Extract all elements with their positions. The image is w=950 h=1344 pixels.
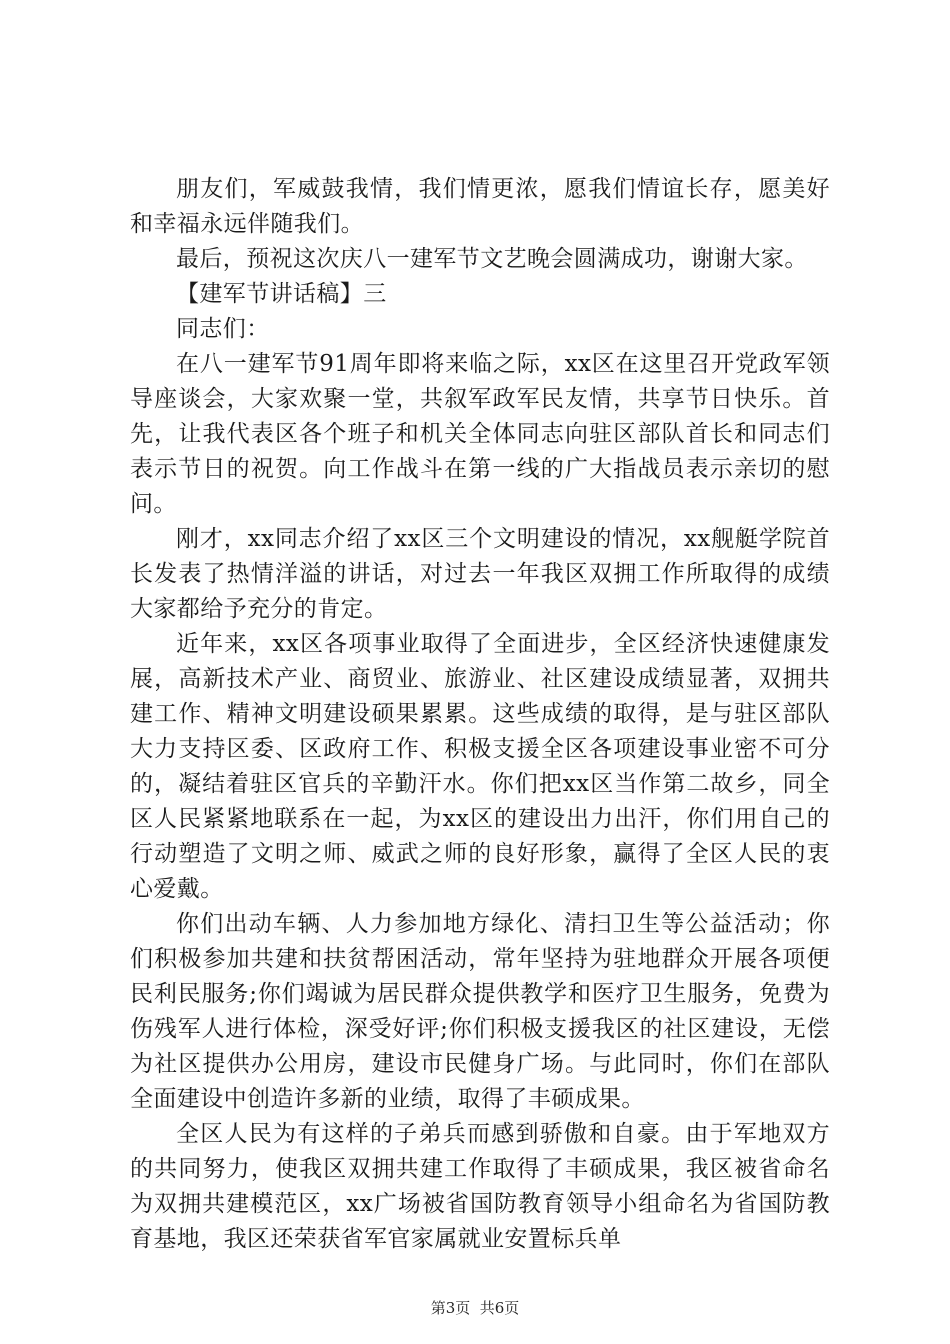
- paragraph-9: 全区人民为有这样的子弟兵而感到骄傲和自豪。由于军地双方的共同努力，使我区双拥共建工作取得了丰硕成果，我区被省命名为双拥共建模范区，xx广场被省国防教育领导小组命名为省国防教育基地，我区还荣获省军官家属就业安置标兵单: [130, 1121, 830, 1252]
- paragraph-8: 你们出动车辆、人力参加地方绿化、清扫卫生等公益活动；你们积极参加共建和扶贫帮困活动，常年坚持为驻地群众开展各项便民利民服务;你们竭诚为居民群众提供教学和医疗卫生服务，免费为伤残军人进行体检，深受好评;你们积极支援我区的社区建设，无偿为社区提供办公用房，建设市民健身广场。与此同时，你们在部队全面建设中创造许多新的业绩，取得了丰硕成果。: [130, 911, 830, 1112]
- document-body: [130, 172, 830, 1257]
- paragraph-7: 近年来，xx区各项事业取得了全面进步，全区经济快速健康发展，高新技术产业、商贸业、旅游业、社区建设成绩显著，双拥共建工作、精神文明建设硕果累累。这些成绩的取得，是与驻区部队大力支持区委、区政府工作、积极支援全区各项建设事业密不可分的，凝结着驻区官兵的辛勤汗水。你们把xx区当作第二故乡，同全区人民紧紧地联系在一起，为xx区的建设出力出汗，你们用自己的行动塑造了文明之师、威武之师的良好形象，赢得了全区人民的衷心爱戴。: [130, 631, 830, 902]
- page-number-footer: 第3页 共6页: [430, 1299, 520, 1317]
- salutation: 同志们：: [176, 316, 270, 342]
- paragraph-2: 最后，预祝这次庆八一建军节文艺晚会圆满成功，谢谢大家。: [176, 246, 808, 272]
- paragraph-5: 在八一建军节91周年即将来临之际，xx区在这里召开党政军领导座谈会，大家欢聚一堂，共叙军政军民友情，共享节日快乐。首先，让我代表区各个班子和机关全体同志向驻区部队首长和同志们表示节日的祝贺。向工作战斗在第一线的广大指战员表示亲切的慰问。: [130, 351, 830, 517]
- paragraph-1: 朋友们，军威鼓我情，我们情更浓，愿我们情谊长存，愿美好和幸福永远伴随我们。: [130, 176, 830, 237]
- section-heading: 【建军节讲话稿】三: [176, 281, 387, 307]
- paragraph-6: 刚才，xx同志介绍了xx区三个文明建设的情况，xx舰艇学院首长发表了热情洋溢的讲话，对过去一年我区双拥工作所取得的成绩大家都给予充分的肯定。: [130, 526, 830, 622]
